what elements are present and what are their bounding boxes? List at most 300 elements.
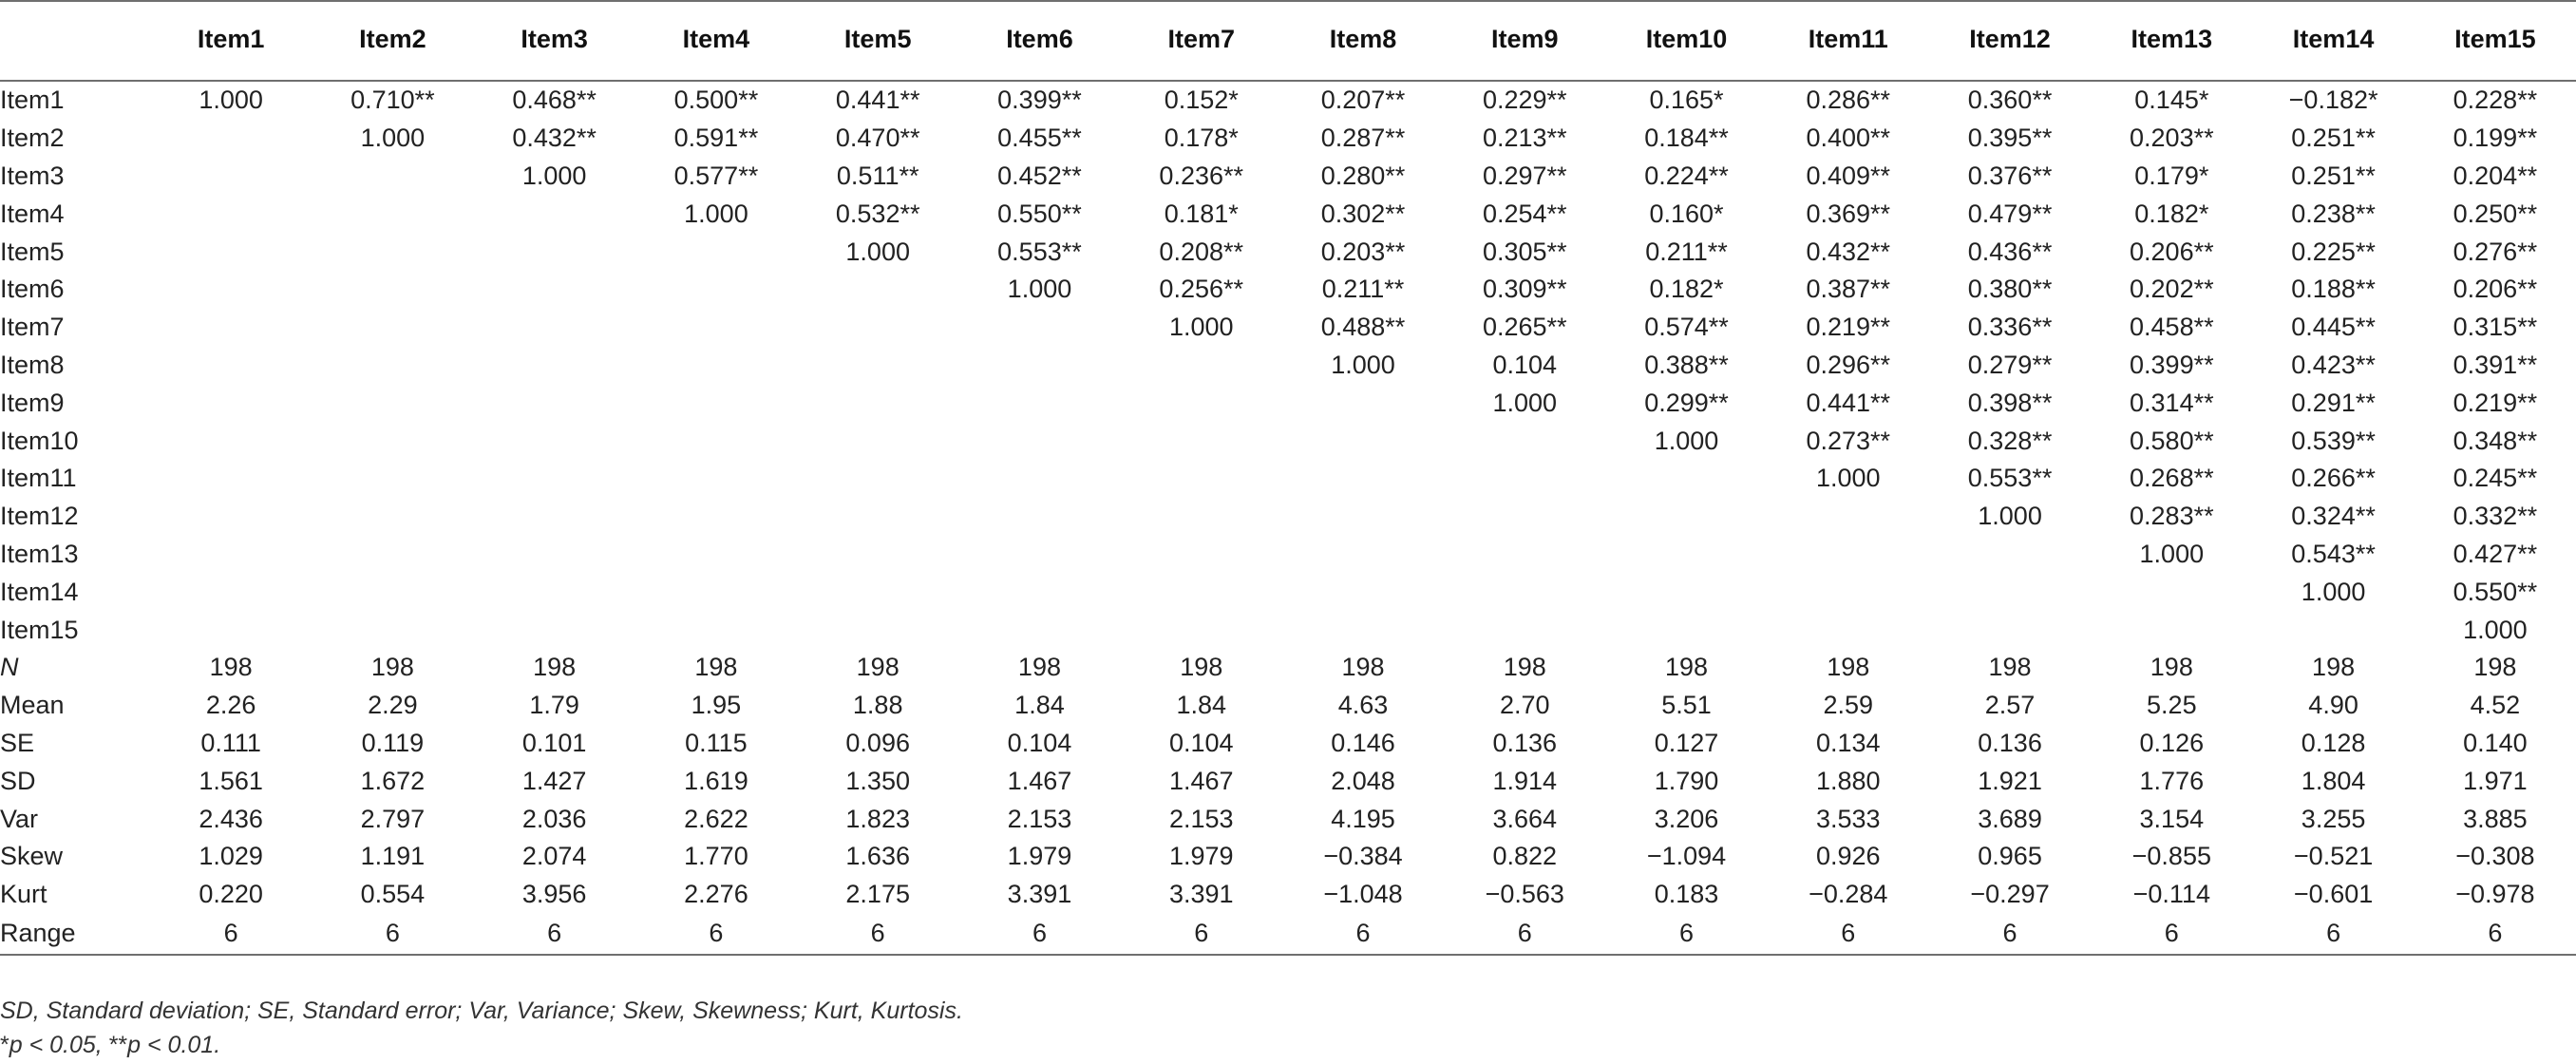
table-row [0, 309, 2576, 347]
column-header-item12: Item12 [1929, 1, 2091, 81]
table-cell [150, 611, 312, 649]
table-cell: 3.956 [521, 880, 587, 909]
table-cell: 1.350 [845, 766, 910, 795]
table-cell: 0.184** [1644, 124, 1729, 153]
table-cell: 198 [1180, 653, 1223, 682]
table-cell: 0.286** [1806, 86, 1891, 115]
table-cell [150, 536, 312, 574]
table-cell: 6 [1768, 914, 1929, 955]
table-cell: 2.175 [845, 880, 910, 909]
table-cell [635, 271, 797, 309]
table-cell: 1.000 [1978, 502, 2042, 531]
table-cell: 0.152* [1164, 86, 1239, 115]
table-cell [474, 233, 635, 271]
table-cell [1121, 536, 1282, 574]
table-cell: 0.305** [1482, 237, 1567, 266]
table-cell: 198 [370, 653, 414, 682]
column-header-item2: Item2 [312, 1, 473, 81]
table-cell: 198 [1988, 653, 2032, 682]
table-cell [1768, 611, 1929, 649]
table-cell [312, 460, 473, 498]
table-cell [474, 309, 635, 347]
table-cell: −0.384 [1323, 842, 1403, 871]
table-cell: 1.95 [691, 691, 742, 720]
table-cell [150, 120, 312, 158]
table-cell: 1.672 [360, 766, 426, 795]
table-cell: 0.391** [2453, 350, 2538, 379]
table-cell: 1.971 [2463, 766, 2528, 795]
table-cell: 0.188** [2291, 275, 2376, 304]
table-cell: 2.436 [199, 804, 263, 833]
table-cell: 0.165* [1649, 86, 1724, 115]
table-cell: 1.921 [1978, 766, 2042, 795]
table-cell: −1.048 [1323, 880, 1403, 909]
table-cell: 2.797 [360, 804, 426, 833]
table-row [0, 611, 2576, 649]
table-cell: 0.283** [2130, 502, 2214, 531]
table-cell: 0.225** [2291, 237, 2376, 266]
table-cell [312, 611, 473, 649]
table-cell: 0.926 [1816, 842, 1881, 871]
table-cell: 0.399** [2130, 350, 2214, 379]
table-cell: 0.554 [360, 880, 426, 909]
table-cell: 2.153 [1007, 804, 1072, 833]
table-cell [474, 347, 635, 385]
table-cell: 198 [694, 653, 738, 682]
table-cell: −0.855 [2131, 842, 2211, 871]
table-cell: 1.000 [1492, 388, 1558, 417]
table-cell [312, 422, 473, 460]
column-header-item10: Item10 [1605, 1, 1767, 81]
table-cell: 1.000 [684, 199, 748, 228]
table-cell: 0.273** [1806, 426, 1891, 455]
table-row [0, 687, 2576, 725]
table-row [0, 81, 2576, 120]
table-cell: 198 [533, 653, 577, 682]
table-cell: 0.488** [1320, 313, 1406, 342]
table-cell: 0.219** [1806, 313, 1891, 342]
row-label: Var [0, 804, 39, 833]
table-cell: 1.029 [199, 842, 263, 871]
table-cell: 0.204** [2453, 161, 2538, 190]
table-cell [635, 422, 797, 460]
table-cell: 0.287** [1320, 124, 1406, 153]
table-cell: 0.553** [1967, 464, 2053, 493]
table-cell [150, 498, 312, 536]
table-cell: 2.26 [205, 691, 256, 720]
table-cell: 0.104 [1168, 728, 1234, 757]
table-cell [797, 611, 958, 649]
table-cell [958, 498, 1120, 536]
row-label: SD [0, 766, 36, 795]
table-cell: 2.622 [684, 804, 748, 833]
table-cell [1444, 611, 1605, 649]
column-header-item14: Item14 [2252, 1, 2414, 81]
table-cell: 0.224** [1644, 161, 1729, 190]
table-cell: 6 [1282, 914, 1444, 955]
row-label: Item8 [0, 350, 65, 379]
table-cell: 1.427 [521, 766, 587, 795]
table-cell [1444, 498, 1605, 536]
table-cell [635, 611, 797, 649]
table-row [0, 649, 2576, 687]
table-cell [958, 384, 1120, 422]
table-cell [1929, 611, 2091, 649]
column-header-item4: Item4 [635, 1, 797, 81]
table-cell: 0.228** [2453, 86, 2538, 115]
table-cell: 0.436** [1967, 237, 2053, 266]
table-cell: 0.127 [1654, 728, 1719, 757]
table-cell: 2.036 [521, 804, 587, 833]
table-cell: 0.550** [997, 199, 1082, 228]
table-row [0, 498, 2576, 536]
table-cell: 1.84 [1014, 691, 1065, 720]
table-cell: 1.000 [2463, 615, 2528, 644]
table-cell: 0.965 [1978, 842, 2042, 871]
table-cell: 0.182* [2134, 199, 2209, 228]
table-cell: 4.195 [1331, 804, 1395, 833]
table-cell: 2.59 [1823, 691, 1874, 720]
table-cell: 0.409** [1806, 161, 1891, 190]
table-cell: 0.553** [997, 237, 1082, 266]
table-cell [1121, 422, 1282, 460]
table-cell: 0.211** [1321, 275, 1405, 304]
table-cell [958, 536, 1120, 574]
table-cell: 1.979 [1007, 842, 1072, 871]
table-cell: 0.266** [2291, 464, 2376, 493]
table-cell: 1.776 [2139, 766, 2205, 795]
table-cell: −0.563 [1485, 880, 1564, 909]
table-cell: 3.664 [1492, 804, 1558, 833]
table-cell: 0.539** [2291, 426, 2376, 455]
footnote-sig-a-text: p < 0.05, [9, 1032, 109, 1058]
table-row [0, 384, 2576, 422]
table-cell: 0.160* [1649, 199, 1724, 228]
table-cell [1605, 573, 1767, 611]
row-label: Range [0, 914, 150, 955]
table-cell: 1.979 [1168, 842, 1234, 871]
table-cell: 198 [1503, 653, 1546, 682]
table-cell: 2.29 [368, 691, 418, 720]
table-cell: 0.115 [685, 728, 748, 757]
table-cell: 0.441** [1806, 388, 1891, 417]
table-cell: 0.265** [1482, 313, 1567, 342]
row-label: Item7 [0, 313, 65, 342]
table-cell [474, 384, 635, 422]
table-cell [1929, 573, 2091, 611]
table-cell: 0.309** [1482, 275, 1567, 304]
table-cell: 3.255 [2301, 804, 2366, 833]
table-cell: 0.126 [2139, 728, 2205, 757]
table-cell: 0.203** [2130, 124, 2214, 153]
table-cell: 198 [209, 653, 253, 682]
table-cell [150, 460, 312, 498]
row-label: Kurt [0, 880, 47, 909]
table-cell: 0.134 [1816, 728, 1881, 757]
row-label: N [0, 653, 19, 682]
table-cell [797, 498, 958, 536]
table-cell: 0.199** [2453, 124, 2538, 153]
table-cell [1605, 498, 1767, 536]
table-cell: 1.000 [1168, 313, 1234, 342]
table-row [0, 460, 2576, 498]
table-cell [1444, 536, 1605, 574]
footnote-sig-a-stars: * [0, 1032, 9, 1058]
footnote-abbreviations: SD, Standard deviation; SE, Standard error; Var, Variance; Skew, Skewness; Kurt, Kurtosis. [0, 998, 963, 1024]
table-cell: 1.000 [1816, 464, 1881, 493]
table-cell: 0.550** [2453, 577, 2538, 606]
table-cell [1282, 536, 1444, 574]
table-cell [150, 384, 312, 422]
table-cell [474, 498, 635, 536]
table-cell: 3.885 [2463, 804, 2528, 833]
table-cell: 0.208** [1159, 237, 1244, 266]
table-cell: 0.178* [1164, 124, 1239, 153]
table-cell [150, 195, 312, 233]
table-cell: −0.297 [1970, 880, 2050, 909]
table-cell [312, 158, 473, 196]
table-cell: 0.207** [1320, 86, 1406, 115]
table-cell [1282, 573, 1444, 611]
row-label: Item4 [0, 199, 65, 228]
table-cell [1121, 498, 1282, 536]
table-cell [958, 460, 1120, 498]
table-cell: 1.000 [2301, 577, 2366, 606]
table-cell: 1.880 [1816, 766, 1881, 795]
table-cell [797, 347, 958, 385]
table-header-row [0, 1, 2576, 81]
table-cell [312, 309, 473, 347]
table-cell: 0.256** [1159, 275, 1244, 304]
table-cell [150, 233, 312, 271]
table-cell: 0.577** [673, 161, 759, 190]
table-row [0, 876, 2576, 914]
column-header-item7: Item7 [1121, 1, 1282, 81]
table-cell: 0.128 [2301, 728, 2366, 757]
table-cell: 0.432** [512, 124, 597, 153]
table-cell: 0.296** [1806, 350, 1891, 379]
table-cell: 1.823 [845, 804, 910, 833]
table-cell [1121, 611, 1282, 649]
table-cell: 0.470** [835, 124, 920, 153]
table-cell [1768, 536, 1929, 574]
table-cell: 0.250** [2453, 199, 2538, 228]
table-row [0, 195, 2576, 233]
table-cell [1282, 460, 1444, 498]
table-cell [150, 347, 312, 385]
table-cell [635, 233, 797, 271]
table-cell: 0.399** [997, 86, 1082, 115]
table-cell [150, 573, 312, 611]
table-cell: 198 [2312, 653, 2356, 682]
table-cell [797, 460, 958, 498]
table-cell [312, 384, 473, 422]
table-cell: 0.822 [1492, 842, 1558, 871]
table-cell: 0.314** [2130, 388, 2214, 417]
table-cell: 0.104 [1492, 350, 1558, 379]
table-cell [2091, 611, 2252, 649]
table-cell [1444, 460, 1605, 498]
row-label: Item14 [0, 577, 79, 606]
row-label: Item15 [0, 615, 79, 644]
table-cell: 3.154 [2139, 804, 2205, 833]
table-cell: −0.978 [2455, 880, 2535, 909]
table-cell: 0.291** [2291, 388, 2376, 417]
table-cell: 0.324** [2291, 502, 2376, 531]
table-cell: 0.206** [2453, 275, 2538, 304]
table-cell: 3.391 [1007, 880, 1072, 909]
column-header-item6: Item6 [958, 1, 1120, 81]
table-cell: 0.279** [1967, 350, 2053, 379]
table-cell: 0.580** [2130, 426, 2214, 455]
table-cell [958, 611, 1120, 649]
table-cell: 6 [1929, 914, 2091, 955]
table-cell: 6 [474, 914, 635, 955]
table-cell [474, 422, 635, 460]
row-label: Item6 [0, 275, 65, 304]
table-cell: 0.111 [200, 728, 261, 757]
table-cell [1768, 573, 1929, 611]
table-cell: 0.203** [1320, 237, 1406, 266]
table-cell [1605, 536, 1767, 574]
table-cell: −0.521 [2293, 842, 2374, 871]
table-cell: 1.000 [199, 86, 263, 115]
footnote-sig-b-stars: ** [108, 1032, 128, 1058]
table-cell: 3.533 [1816, 804, 1881, 833]
table-cell: 0.400** [1806, 124, 1891, 153]
table-cell: 0.119 [361, 728, 425, 757]
table-cell: 0.236** [1159, 161, 1244, 190]
table-cell: 0.251** [2291, 124, 2376, 153]
table-cell: 0.302** [1320, 199, 1406, 228]
table-cell: 0.432** [1806, 237, 1891, 266]
table-cell: 0.182* [1649, 275, 1724, 304]
table-cell [1768, 498, 1929, 536]
table-cell: 6 [1121, 914, 1282, 955]
table-cell [312, 573, 473, 611]
table-cell: 4.63 [1337, 691, 1389, 720]
table-cell: 0.096 [845, 728, 910, 757]
table-cell: 0.219** [2453, 388, 2538, 417]
table-cell [2091, 573, 2252, 611]
table-cell [1444, 422, 1605, 460]
table-cell: 0.441** [835, 86, 920, 115]
table-cell: 4.90 [2308, 691, 2358, 720]
table-cell [1121, 460, 1282, 498]
table-cell: 198 [1341, 653, 1385, 682]
table-cell [1605, 611, 1767, 649]
table-cell: 0.268** [2130, 464, 2214, 493]
table-cell: 1.000 [845, 237, 910, 266]
table-cell: 0.511** [836, 161, 919, 190]
table-cell: 1.88 [852, 691, 903, 720]
table-row [0, 158, 2576, 196]
table-row [0, 762, 2576, 800]
column-header-item1: Item1 [150, 1, 312, 81]
table-cell: 1.84 [1176, 691, 1226, 720]
table-cell: 0.181* [1164, 199, 1239, 228]
column-header-item11: Item11 [1768, 1, 1929, 81]
table-cell: 0.380** [1967, 275, 2053, 304]
table-cell: 2.074 [521, 842, 587, 871]
column-header-item5: Item5 [797, 1, 958, 81]
table-cell [958, 347, 1120, 385]
row-label: Item5 [0, 237, 65, 266]
table-cell [1121, 384, 1282, 422]
table-cell: 6 [958, 914, 1120, 955]
table-cell [635, 498, 797, 536]
table-cell: −0.114 [2132, 880, 2210, 909]
table-cell [1929, 536, 2091, 574]
table-row [0, 536, 2576, 574]
column-header-item9: Item9 [1444, 1, 1605, 81]
row-label: Item2 [0, 124, 65, 153]
table-cell [1282, 498, 1444, 536]
table-cell [797, 309, 958, 347]
table-cell: 3.206 [1654, 804, 1719, 833]
table-cell: 0.213** [1482, 124, 1567, 153]
table-cell: 0.220 [199, 880, 263, 909]
table-cell [474, 460, 635, 498]
table-cell: 1.000 [1331, 350, 1395, 379]
table-cell: 0.591** [673, 124, 759, 153]
table-cell: 0.574** [1644, 313, 1729, 342]
table-cell: 0.315** [2453, 313, 2538, 342]
table-cell [312, 347, 473, 385]
table-cell [2252, 611, 2414, 649]
table-cell: 2.048 [1331, 766, 1395, 795]
table-cell: 1.790 [1654, 766, 1719, 795]
table-cell: 1.770 [684, 842, 748, 871]
table-cell: 2.276 [684, 880, 748, 909]
table-cell [312, 233, 473, 271]
table-cell: 0.387** [1806, 275, 1891, 304]
table-cell: 6 [797, 914, 958, 955]
table-cell [312, 271, 473, 309]
column-header-item13: Item13 [2091, 1, 2252, 81]
table-cell: 198 [1664, 653, 1709, 682]
row-label: Mean [0, 691, 65, 720]
table-row [0, 838, 2576, 876]
table-cell: 0.299** [1644, 388, 1729, 417]
table-cell: 0.183 [1654, 880, 1719, 909]
table-cell: 198 [2150, 653, 2193, 682]
table-cell [1444, 573, 1605, 611]
table-row [0, 914, 2576, 955]
table-cell [635, 384, 797, 422]
table-cell: 0.452** [997, 161, 1082, 190]
table-cell [1282, 384, 1444, 422]
table-row [0, 422, 2576, 460]
table-cell: 0.468** [512, 86, 597, 115]
table-cell: 0.276** [2453, 237, 2538, 266]
table-cell [1605, 460, 1767, 498]
table-cell [635, 573, 797, 611]
table-cell [635, 347, 797, 385]
table-cell: 0.336** [1967, 313, 2053, 342]
table-cell: 198 [856, 653, 900, 682]
table-cell: 0.136 [1978, 728, 2042, 757]
table-cell: 6 [2091, 914, 2252, 955]
table-cell: 6 [1444, 914, 1605, 955]
table-cell [958, 573, 1120, 611]
table-cell [958, 422, 1120, 460]
table-cell [797, 271, 958, 309]
row-label: Item11 [0, 464, 77, 493]
table-cell: 2.70 [1499, 691, 1550, 720]
table-cell: 1.467 [1007, 766, 1072, 795]
table-cell: 0.360** [1967, 86, 2053, 115]
